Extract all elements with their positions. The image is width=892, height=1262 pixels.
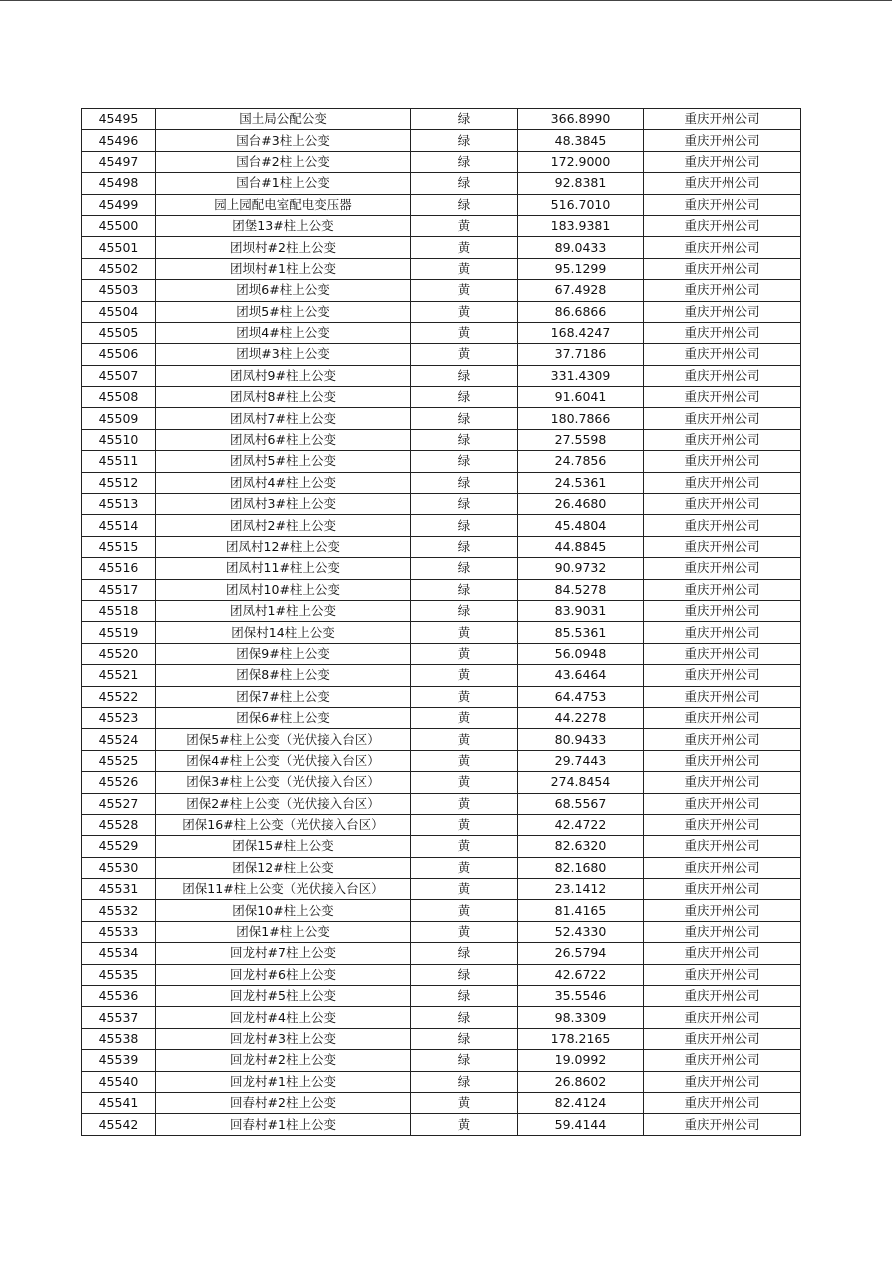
table-row (82, 964, 801, 985)
status-color-cell: 黄 (411, 1114, 518, 1135)
row-id-cell: 45499 (82, 194, 156, 215)
row-id-cell: 45511 (82, 451, 156, 472)
table-row (82, 1114, 801, 1135)
table-row (82, 472, 801, 493)
company-cell: 重庆开州公司 (644, 322, 801, 343)
status-color-cell: 黄 (411, 215, 518, 236)
company-cell: 重庆开州公司 (644, 622, 801, 643)
company-cell: 重庆开州公司 (644, 344, 801, 365)
value-cell: 59.4144 (518, 1114, 644, 1135)
row-id-cell: 45501 (82, 237, 156, 258)
status-color-cell: 绿 (411, 600, 518, 621)
status-color-cell: 黄 (411, 707, 518, 728)
company-cell: 重庆开州公司 (644, 772, 801, 793)
value-cell: 23.1412 (518, 879, 644, 900)
value-cell: 95.1299 (518, 258, 644, 279)
table-row (82, 1007, 801, 1028)
row-id-cell: 45502 (82, 258, 156, 279)
transformer-name-cell: 回春村#1柱上公变 (156, 1114, 411, 1135)
transformer-name-cell: 团保10#柱上公变 (156, 900, 411, 921)
status-color-cell: 黄 (411, 301, 518, 322)
value-cell: 26.4680 (518, 494, 644, 515)
value-cell: 19.0992 (518, 1050, 644, 1071)
status-color-cell: 绿 (411, 194, 518, 215)
table-row (82, 1050, 801, 1071)
value-cell: 24.7856 (518, 451, 644, 472)
row-id-cell: 45536 (82, 986, 156, 1007)
transformer-name-cell: 团保6#柱上公变 (156, 707, 411, 728)
row-id-cell: 45530 (82, 857, 156, 878)
value-cell: 26.8602 (518, 1071, 644, 1092)
transformer-name-cell: 团保11#柱上公变（光伏接入台区） (156, 879, 411, 900)
table-row (82, 558, 801, 579)
table-row (82, 1071, 801, 1092)
value-cell: 42.6722 (518, 964, 644, 985)
transformer-name-cell: 团保8#柱上公变 (156, 665, 411, 686)
table-row (82, 665, 801, 686)
value-cell: 29.7443 (518, 750, 644, 771)
company-cell: 重庆开州公司 (644, 237, 801, 258)
table-row (82, 451, 801, 472)
table-row (82, 344, 801, 365)
status-color-cell: 黄 (411, 322, 518, 343)
status-color-cell: 黄 (411, 665, 518, 686)
table-row (82, 1028, 801, 1049)
value-cell: 48.3845 (518, 130, 644, 151)
company-cell: 重庆开州公司 (644, 943, 801, 964)
table-row (82, 879, 801, 900)
row-id-cell: 45542 (82, 1114, 156, 1135)
company-cell: 重庆开州公司 (644, 387, 801, 408)
company-cell: 重庆开州公司 (644, 814, 801, 835)
transformer-name-cell: 团凤村6#柱上公变 (156, 429, 411, 450)
value-cell: 35.5546 (518, 986, 644, 1007)
status-color-cell: 绿 (411, 536, 518, 557)
table-row (82, 536, 801, 557)
company-cell: 重庆开州公司 (644, 600, 801, 621)
row-id-cell: 45498 (82, 173, 156, 194)
value-cell: 83.9031 (518, 600, 644, 621)
table-row (82, 151, 801, 172)
transformer-name-cell: 团凤村4#柱上公变 (156, 472, 411, 493)
row-id-cell: 45541 (82, 1092, 156, 1113)
value-cell: 45.4804 (518, 515, 644, 536)
transformer-name-cell: 团保4#柱上公变（光伏接入台区） (156, 750, 411, 771)
status-color-cell: 绿 (411, 1007, 518, 1028)
status-color-cell: 黄 (411, 258, 518, 279)
value-cell: 64.4753 (518, 686, 644, 707)
transformer-name-cell: 团凤村1#柱上公变 (156, 600, 411, 621)
row-id-cell: 45529 (82, 836, 156, 857)
value-cell: 27.5598 (518, 429, 644, 450)
table-row (82, 707, 801, 728)
value-cell: 82.4124 (518, 1092, 644, 1113)
status-color-cell: 黄 (411, 729, 518, 750)
value-cell: 516.7010 (518, 194, 644, 215)
table-row (82, 109, 801, 130)
transformer-name-cell: 团凤村7#柱上公变 (156, 408, 411, 429)
transformer-name-cell: 团保9#柱上公变 (156, 643, 411, 664)
row-id-cell: 45513 (82, 494, 156, 515)
transformer-name-cell: 团坝4#柱上公变 (156, 322, 411, 343)
transformer-name-cell: 团坝#3柱上公变 (156, 344, 411, 365)
transformer-name-cell: 回龙村#7柱上公变 (156, 943, 411, 964)
status-color-cell: 黄 (411, 643, 518, 664)
status-color-cell: 绿 (411, 579, 518, 600)
status-color-cell: 绿 (411, 1050, 518, 1071)
status-color-cell: 绿 (411, 130, 518, 151)
transformer-name-cell: 回龙村#6柱上公变 (156, 964, 411, 985)
company-cell: 重庆开州公司 (644, 836, 801, 857)
status-color-cell: 黄 (411, 686, 518, 707)
company-cell: 重庆开州公司 (644, 109, 801, 130)
transformer-name-cell: 国台#1柱上公变 (156, 173, 411, 194)
status-color-cell: 绿 (411, 943, 518, 964)
transformer-name-cell: 团凤村2#柱上公变 (156, 515, 411, 536)
transformer-name-cell: 团保16#柱上公变（光伏接入台区） (156, 814, 411, 835)
company-cell: 重庆开州公司 (644, 1114, 801, 1135)
value-cell: 26.5794 (518, 943, 644, 964)
company-cell: 重庆开州公司 (644, 793, 801, 814)
company-cell: 重庆开州公司 (644, 558, 801, 579)
row-id-cell: 45528 (82, 814, 156, 835)
table-row (82, 173, 801, 194)
row-id-cell: 45514 (82, 515, 156, 536)
row-id-cell: 45497 (82, 151, 156, 172)
transformer-name-cell: 团坝村#1柱上公变 (156, 258, 411, 279)
company-cell: 重庆开州公司 (644, 451, 801, 472)
row-id-cell: 45507 (82, 365, 156, 386)
company-cell: 重庆开州公司 (644, 1028, 801, 1049)
transformer-name-cell: 团凤村12#柱上公变 (156, 536, 411, 557)
value-cell: 89.0433 (518, 237, 644, 258)
company-cell: 重庆开州公司 (644, 515, 801, 536)
table-row (82, 579, 801, 600)
table-row (82, 793, 801, 814)
company-cell: 重庆开州公司 (644, 986, 801, 1007)
row-id-cell: 45531 (82, 879, 156, 900)
row-id-cell: 45540 (82, 1071, 156, 1092)
transformer-name-cell: 回龙村#3柱上公变 (156, 1028, 411, 1049)
value-cell: 331.4309 (518, 365, 644, 386)
status-color-cell: 黄 (411, 344, 518, 365)
value-cell: 67.4928 (518, 280, 644, 301)
table-row (82, 943, 801, 964)
company-cell: 重庆开州公司 (644, 707, 801, 728)
company-cell: 重庆开州公司 (644, 729, 801, 750)
table-row (82, 921, 801, 942)
value-cell: 183.9381 (518, 215, 644, 236)
company-cell: 重庆开州公司 (644, 1050, 801, 1071)
status-color-cell: 绿 (411, 558, 518, 579)
transformer-name-cell: 国土局公配公变 (156, 109, 411, 130)
row-id-cell: 45516 (82, 558, 156, 579)
company-cell: 重庆开州公司 (644, 964, 801, 985)
value-cell: 84.5278 (518, 579, 644, 600)
table-row (82, 280, 801, 301)
transformer-name-cell: 团坝6#柱上公变 (156, 280, 411, 301)
status-color-cell: 黄 (411, 793, 518, 814)
value-cell: 80.9433 (518, 729, 644, 750)
value-cell: 81.4165 (518, 900, 644, 921)
transformer-name-cell: 团坝5#柱上公变 (156, 301, 411, 322)
company-cell: 重庆开州公司 (644, 579, 801, 600)
table-row (82, 194, 801, 215)
company-cell: 重庆开州公司 (644, 750, 801, 771)
status-color-cell: 绿 (411, 964, 518, 985)
table-row (82, 814, 801, 835)
status-color-cell: 黄 (411, 900, 518, 921)
company-cell: 重庆开州公司 (644, 1071, 801, 1092)
value-cell: 366.8990 (518, 109, 644, 130)
status-color-cell: 绿 (411, 494, 518, 515)
row-id-cell: 45500 (82, 215, 156, 236)
table-row (82, 322, 801, 343)
value-cell: 98.3309 (518, 1007, 644, 1028)
company-cell: 重庆开州公司 (644, 215, 801, 236)
row-id-cell: 45526 (82, 772, 156, 793)
table-row (82, 686, 801, 707)
table-row (82, 622, 801, 643)
transformer-name-cell: 团保5#柱上公变（光伏接入台区） (156, 729, 411, 750)
status-color-cell: 绿 (411, 365, 518, 386)
table-row (82, 237, 801, 258)
company-cell: 重庆开州公司 (644, 643, 801, 664)
value-cell: 37.7186 (518, 344, 644, 365)
transformer-name-cell: 团堡13#柱上公变 (156, 215, 411, 236)
row-id-cell: 45537 (82, 1007, 156, 1028)
status-color-cell: 绿 (411, 451, 518, 472)
status-color-cell: 黄 (411, 879, 518, 900)
transformer-name-cell: 团保7#柱上公变 (156, 686, 411, 707)
table-row (82, 729, 801, 750)
row-id-cell: 45510 (82, 429, 156, 450)
row-id-cell: 45532 (82, 900, 156, 921)
transformer-name-cell: 回龙村#5柱上公变 (156, 986, 411, 1007)
row-id-cell: 45509 (82, 408, 156, 429)
value-cell: 92.8381 (518, 173, 644, 194)
company-cell: 重庆开州公司 (644, 1092, 801, 1113)
row-id-cell: 45495 (82, 109, 156, 130)
table-row (82, 986, 801, 1007)
transformer-name-cell: 回龙村#2柱上公变 (156, 1050, 411, 1071)
row-id-cell: 45527 (82, 793, 156, 814)
transformer-name-cell: 团凤村3#柱上公变 (156, 494, 411, 515)
status-color-cell: 绿 (411, 109, 518, 130)
row-id-cell: 45518 (82, 600, 156, 621)
company-cell: 重庆开州公司 (644, 429, 801, 450)
company-cell: 重庆开州公司 (644, 1007, 801, 1028)
transformer-table (81, 108, 801, 1136)
transformer-name-cell: 团凤村9#柱上公变 (156, 365, 411, 386)
row-id-cell: 45522 (82, 686, 156, 707)
status-color-cell: 绿 (411, 1071, 518, 1092)
row-id-cell: 45524 (82, 729, 156, 750)
row-id-cell: 45515 (82, 536, 156, 557)
company-cell: 重庆开州公司 (644, 258, 801, 279)
table-row (82, 643, 801, 664)
status-color-cell: 绿 (411, 515, 518, 536)
row-id-cell: 45496 (82, 130, 156, 151)
value-cell: 172.9000 (518, 151, 644, 172)
value-cell: 68.5567 (518, 793, 644, 814)
table-row (82, 387, 801, 408)
table-row (82, 408, 801, 429)
company-cell: 重庆开州公司 (644, 536, 801, 557)
status-color-cell: 绿 (411, 429, 518, 450)
value-cell: 86.6866 (518, 301, 644, 322)
table-row (82, 1092, 801, 1113)
transformer-name-cell: 回龙村#1柱上公变 (156, 1071, 411, 1092)
status-color-cell: 绿 (411, 408, 518, 429)
table-row (82, 301, 801, 322)
status-color-cell: 绿 (411, 472, 518, 493)
company-cell: 重庆开州公司 (644, 900, 801, 921)
transformer-name-cell: 回龙村#4柱上公变 (156, 1007, 411, 1028)
value-cell: 82.1680 (518, 857, 644, 878)
company-cell: 重庆开州公司 (644, 879, 801, 900)
row-id-cell: 45508 (82, 387, 156, 408)
row-id-cell: 45506 (82, 344, 156, 365)
table-row (82, 900, 801, 921)
status-color-cell: 绿 (411, 986, 518, 1007)
company-cell: 重庆开州公司 (644, 472, 801, 493)
table-row (82, 365, 801, 386)
company-cell: 重庆开州公司 (644, 857, 801, 878)
row-id-cell: 45535 (82, 964, 156, 985)
table-row (82, 258, 801, 279)
transformer-name-cell: 回春村#2柱上公变 (156, 1092, 411, 1113)
company-cell: 重庆开州公司 (644, 365, 801, 386)
row-id-cell: 45520 (82, 643, 156, 664)
company-cell: 重庆开州公司 (644, 301, 801, 322)
row-id-cell: 45512 (82, 472, 156, 493)
transformer-name-cell: 团保3#柱上公变（光伏接入台区） (156, 772, 411, 793)
company-cell: 重庆开州公司 (644, 130, 801, 151)
row-id-cell: 45533 (82, 921, 156, 942)
value-cell: 178.2165 (518, 1028, 644, 1049)
row-id-cell: 45538 (82, 1028, 156, 1049)
company-cell: 重庆开州公司 (644, 921, 801, 942)
status-color-cell: 黄 (411, 772, 518, 793)
transformer-name-cell: 团凤村10#柱上公变 (156, 579, 411, 600)
row-id-cell: 45525 (82, 750, 156, 771)
transformer-name-cell: 团保2#柱上公变（光伏接入台区） (156, 793, 411, 814)
table-row (82, 130, 801, 151)
row-id-cell: 45503 (82, 280, 156, 301)
value-cell: 82.6320 (518, 836, 644, 857)
value-cell: 274.8454 (518, 772, 644, 793)
row-id-cell: 45521 (82, 665, 156, 686)
company-cell: 重庆开州公司 (644, 686, 801, 707)
value-cell: 91.6041 (518, 387, 644, 408)
company-cell: 重庆开州公司 (644, 280, 801, 301)
value-cell: 85.5361 (518, 622, 644, 643)
transformer-name-cell: 国台#3柱上公变 (156, 130, 411, 151)
value-cell: 168.4247 (518, 322, 644, 343)
row-id-cell: 45534 (82, 943, 156, 964)
value-cell: 44.2278 (518, 707, 644, 728)
company-cell: 重庆开州公司 (644, 173, 801, 194)
table-row (82, 772, 801, 793)
table-row (82, 750, 801, 771)
transformer-name-cell: 团保1#柱上公变 (156, 921, 411, 942)
transformer-name-cell: 团保15#柱上公变 (156, 836, 411, 857)
status-color-cell: 黄 (411, 622, 518, 643)
status-color-cell: 黄 (411, 836, 518, 857)
value-cell: 43.6464 (518, 665, 644, 686)
value-cell: 24.5361 (518, 472, 644, 493)
transformer-name-cell: 团保村14柱上公变 (156, 622, 411, 643)
table-row (82, 215, 801, 236)
status-color-cell: 绿 (411, 387, 518, 408)
company-cell: 重庆开州公司 (644, 665, 801, 686)
company-cell: 重庆开州公司 (644, 194, 801, 215)
status-color-cell: 黄 (411, 857, 518, 878)
status-color-cell: 绿 (411, 151, 518, 172)
status-color-cell: 黄 (411, 921, 518, 942)
transformer-name-cell: 团凤村8#柱上公变 (156, 387, 411, 408)
company-cell: 重庆开州公司 (644, 408, 801, 429)
row-id-cell: 45519 (82, 622, 156, 643)
table-body (82, 109, 801, 1136)
table-row (82, 857, 801, 878)
table-row (82, 494, 801, 515)
table-row (82, 836, 801, 857)
transformer-name-cell: 团凤村5#柱上公变 (156, 451, 411, 472)
row-id-cell: 45523 (82, 707, 156, 728)
status-color-cell: 黄 (411, 237, 518, 258)
table-row (82, 600, 801, 621)
status-color-cell: 黄 (411, 814, 518, 835)
transformer-name-cell: 团坝村#2柱上公变 (156, 237, 411, 258)
value-cell: 42.4722 (518, 814, 644, 835)
transformer-name-cell: 国台#2柱上公变 (156, 151, 411, 172)
table-row (82, 429, 801, 450)
value-cell: 90.9732 (518, 558, 644, 579)
row-id-cell: 45505 (82, 322, 156, 343)
company-cell: 重庆开州公司 (644, 494, 801, 515)
value-cell: 56.0948 (518, 643, 644, 664)
table-row (82, 515, 801, 536)
transformer-name-cell: 园上园配电室配电变压器 (156, 194, 411, 215)
row-id-cell: 45539 (82, 1050, 156, 1071)
value-cell: 44.8845 (518, 536, 644, 557)
transformer-name-cell: 团保12#柱上公变 (156, 857, 411, 878)
status-color-cell: 黄 (411, 1092, 518, 1113)
value-cell: 52.4330 (518, 921, 644, 942)
row-id-cell: 45517 (82, 579, 156, 600)
company-cell: 重庆开州公司 (644, 151, 801, 172)
status-color-cell: 绿 (411, 1028, 518, 1049)
page-top-border (0, 0, 892, 1)
status-color-cell: 黄 (411, 750, 518, 771)
status-color-cell: 绿 (411, 173, 518, 194)
transformer-name-cell: 团凤村11#柱上公变 (156, 558, 411, 579)
status-color-cell: 黄 (411, 280, 518, 301)
value-cell: 180.7866 (518, 408, 644, 429)
row-id-cell: 45504 (82, 301, 156, 322)
